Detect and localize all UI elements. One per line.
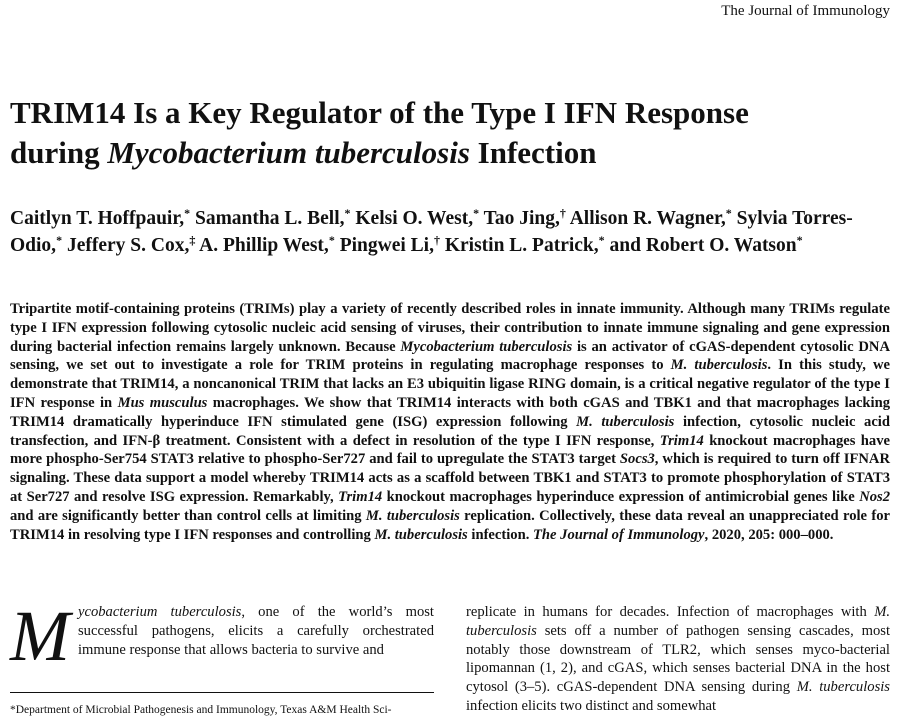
text-segment: , which is required to turn off IFNAR signaling. These data support a model whereby TRIM14 acts as a scaffold between TBK1 and STAT3 to promote phosphorylation of STAT3 at Ser727 and resolve ISG expression. Remarkably, [10,451,890,505]
italic-text-segment: Socs3 [619,451,655,468]
author [199,235,335,256]
italic-text-segment: M. tuberculosis [576,413,675,430]
body-column-right [466,603,890,716]
author-name: Kristin L. Patrick, [444,235,599,256]
text-segment: sets off a number of pathogen sensing cascades, most notably those downstream of TLR2, which senses myco-bacterial lipomannan (1, 2), and cGAS, which senses bacterial DNA in the host cytosol (3–5). cGAS-dependent DNA sensing during [466,622,890,696]
author-name: and Robert O. Watson [609,235,797,256]
intro-paragraph-start [10,603,434,659]
affiliation-mark: * [473,206,480,220]
affiliation-mark: * [56,233,63,247]
affiliation-footnote: *Department of Microbial Pathogenesis and Immunology, Texas A&M Health Sci- [10,704,392,716]
italic-text-segment: M. tuberculosis [365,507,460,524]
author [610,235,803,256]
text-segment: infection elicits two distinct and somewhat [466,697,717,714]
article-title [10,93,880,173]
drop-cap: M [10,596,70,676]
italic-text-segment: M. tuberculosis [796,679,890,696]
author [10,208,190,229]
author [484,208,566,229]
text-segment: is an activator of cGAS-dependent cytosolic DNA sensing, we set out to investigate a role for TRIM proteins in regulating macrophage responses to [10,338,890,374]
author-name: A. Phillip West, [199,235,329,256]
text-segment: replicate in humans for decades. Infection of macrophages with [466,604,875,620]
affiliation-mark: † [433,233,440,247]
abstract [10,300,890,544]
text-segment: macrophages. We show that TRIM14 interacts with both cGAS and TBK1 and that macrophages lacking TRIM14 dramatically hyperinduce IFN stimulated gene (ISG) expression following [10,394,891,430]
author [340,235,440,256]
author-name: Pingwei Li, [339,235,434,256]
author [355,208,479,229]
author-name: Allison R. Wagner, [569,208,726,229]
title-species: Mycobacterium tuberculosis [107,135,470,170]
title-line-1: TRIM14 Is a Key Regulator of the Type I IFN Response [10,95,749,130]
text-segment: infection. [467,526,534,543]
italic-text-segment: Mycobacterium tuberculosis [400,338,573,355]
text-segment: and are significantly better than control cells at limiting [10,507,366,524]
affiliation-mark: * [725,206,732,220]
text-segment: replication. Collectively, these data reveal an unappreciated role for TRIM14 in resolving type I IFN responses and controlling [10,507,890,543]
italic-text-segment: M. tuberculosis [466,604,890,639]
text-segment: , 2020, 205: 000–000. [704,526,834,543]
italic-text-segment: The Journal of Immunology [533,526,705,543]
italic-text-segment: Trim14 [338,488,383,505]
text-segment: , one of the world’s most successful pathogens, elicits a carefully orchestrated immune response that allows bacteria to survive and [77,604,434,658]
footnote-rule [10,692,434,693]
author [445,235,605,256]
affiliation-mark: * [796,233,803,247]
text-segment: knockout macrophages hyperinduce expression of antimicrobial genes like [382,488,860,505]
author-name: Kelsi O. West, [355,208,474,229]
affiliation-mark: * [344,206,351,220]
italic-text-segment: Mus musculus [117,394,208,411]
text-segment: Tripartite motif-containing proteins (TRIMs) play a variety of recently described roles in innate immunity. Although many TRIMs regulate type I IFN expression following cytosolic nucleic acid sensing of viruses, their contribution to innate immune signaling and gene expression during bacterial infection remains largely unknown. Because [10,301,890,355]
affiliation-mark: * [328,233,335,247]
author-name: Sylvia Torres-Odio, [10,208,853,256]
author-name: Samantha L. Bell, [194,208,345,229]
affiliation-mark: † [559,206,566,220]
italic-text-segment: M. tuberculosis [670,357,768,374]
body-column-left [10,596,434,676]
author-name: Jeffery S. Cox, [66,235,190,256]
text-segment: . In this study, we demonstrate that TRIM14, a noncanonical TRIM that lacks an E3 ubiquitin ligase RING domain, is a critical negative regulator of the type I IFN response in [10,357,890,411]
italic-text-segment: M. tuberculosis [374,526,468,543]
italic-text-segment: Trim14 [659,432,704,449]
affiliation-mark: * [184,206,191,220]
italic-text-segment: ycobacterium tuberculosis [77,604,242,620]
author-name: Caitlyn T. Hoffpauir, [10,208,185,229]
title-line-2-end: Infection [469,135,597,170]
affiliation-mark: ‡ [189,233,196,247]
text-segment: infection, cytosolic nucleic acid transfection, and IFN-β treatment. Consistent with a defect in resolution of the type I IFN response, [10,413,890,449]
italic-text-segment: Nos2 [859,488,890,505]
author-name: Tao Jing, [483,208,560,229]
author [570,208,732,229]
journal-name: The Journal of Immunology [721,3,890,19]
text-segment: knockout macrophages have more phospho-Ser754 STAT3 relative to phospho-Ser727 and fail to upregulate the STAT3 target [10,432,890,468]
author [67,235,195,256]
author [195,208,351,229]
affiliation-mark: * [598,233,605,247]
author-list [10,205,890,259]
title-line-2-start: during [10,135,108,170]
